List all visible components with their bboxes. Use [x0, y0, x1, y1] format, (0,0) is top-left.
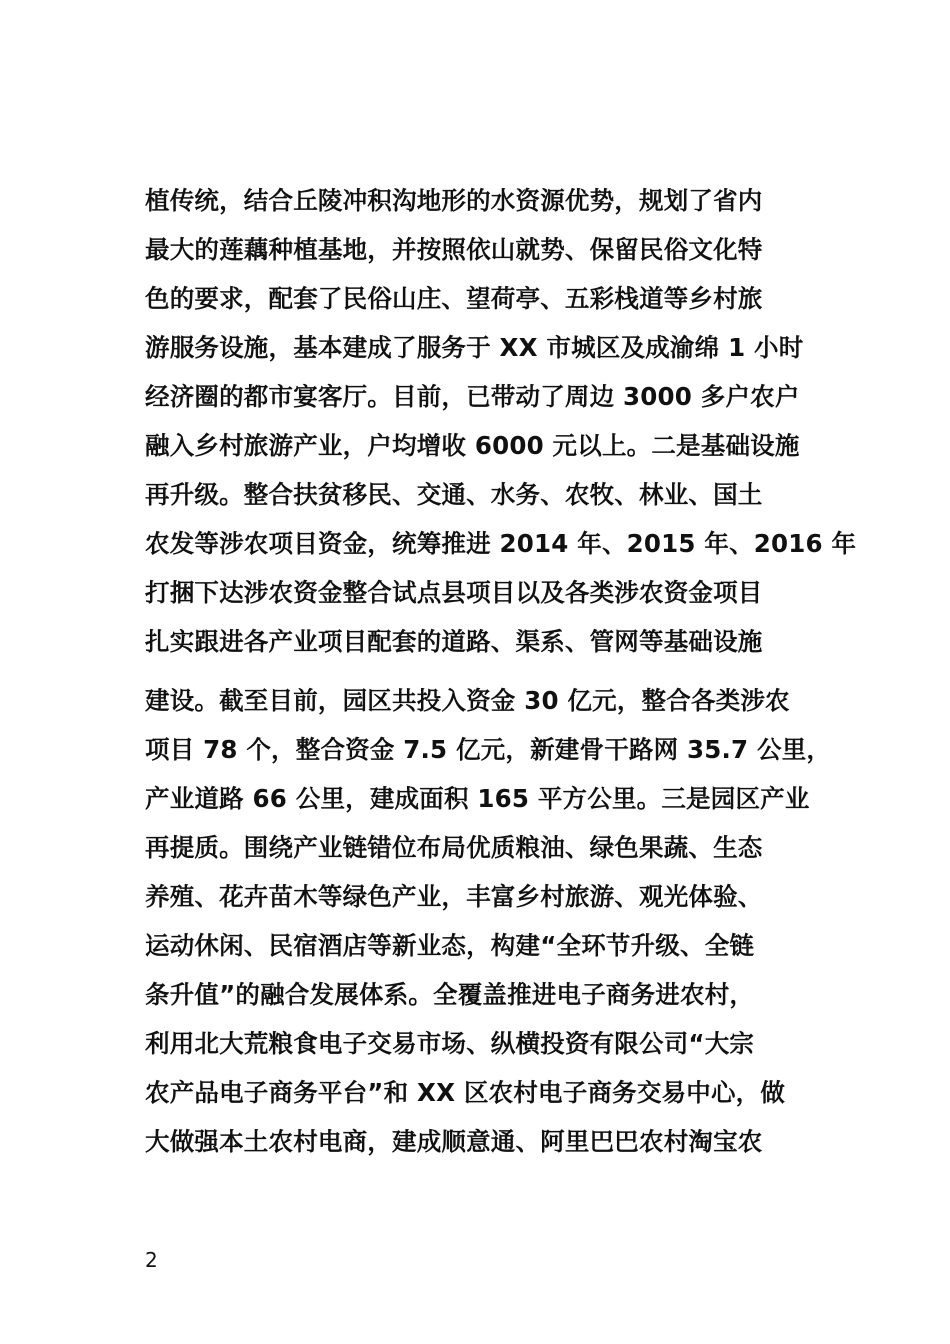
text-line-2: 最大的莲藕种植基地，并按照依山就势、保留民俗文化特 — [145, 235, 763, 264]
text-line-11: 建设。截至目前，园区共投入资金 30 亿元，整合各类涉农 — [145, 686, 790, 715]
text-line-10: 扎实跟进各产业项目配套的道路、渠系、管网等基础设施 — [145, 627, 763, 656]
text-line-1: 植传统，结合丘陵冲积沟地形的水资源优势，规划了省内 — [145, 186, 763, 215]
text-line-14: 再提质。围绕产业链错位布局优质粮油、绿色果蔬、生态 — [145, 833, 763, 862]
text-line-17: 条升值”的融合发展体系。全覆盖推进电子商务进农村， — [145, 980, 755, 1009]
text-line-8: 农发等涉农项目资金，统筹推进 2014 年、2015 年、2016 年 — [145, 529, 857, 558]
text-line-20: 大做强本土农村电商，建成顺意通、阿里巴巴农村淘宝农 — [145, 1127, 763, 1156]
text-line-7: 再升级。整合扶贫移民、交通、水务、农牧、林业、国土 — [145, 480, 763, 509]
text-line-4: 游服务设施，基本建成了服务于 XX 市城区及成渝绵 1 小时 — [145, 333, 804, 362]
page-number: 2 — [145, 1248, 158, 1272]
text-line-18: 利用北大荒粮食电子交易市场、纵横投资有限公司“大宗 — [145, 1029, 755, 1058]
text-line-13: 产业道路 66 公里，建成面积 165 平方公里。三是园区产业 — [145, 784, 810, 813]
text-line-12: 项目 78 个，整合资金 7.5 亿元，新建骨干路网 35.7 公里， — [145, 735, 832, 764]
text-line-15: 养殖、花卉苗木等绿色产业，丰富乡村旅游、观光体验、 — [145, 882, 763, 911]
text-line-16: 运动休闲、民宿酒店等新业态，构建“全环节升级、全链 — [145, 931, 755, 960]
text-line-9: 打捆下达涉农资金整合试点县项目以及各类涉农资金项目 — [145, 578, 763, 607]
text-line-3: 色的要求，配套了民俗山庄、望荷亭、五彩栈道等乡村旅 — [145, 284, 763, 313]
text-line-6: 融入乡村旅游产业，户均增收 6000 元以上。二是基础设施 — [145, 431, 800, 460]
text-line-5: 经济圈的都市宴客厅。目前，已带动了周边 3000 多户农户 — [145, 382, 800, 411]
text-line-19: 农产品电子商务平台”和 XX 区农村电子商务交易中心，做 — [145, 1078, 786, 1107]
